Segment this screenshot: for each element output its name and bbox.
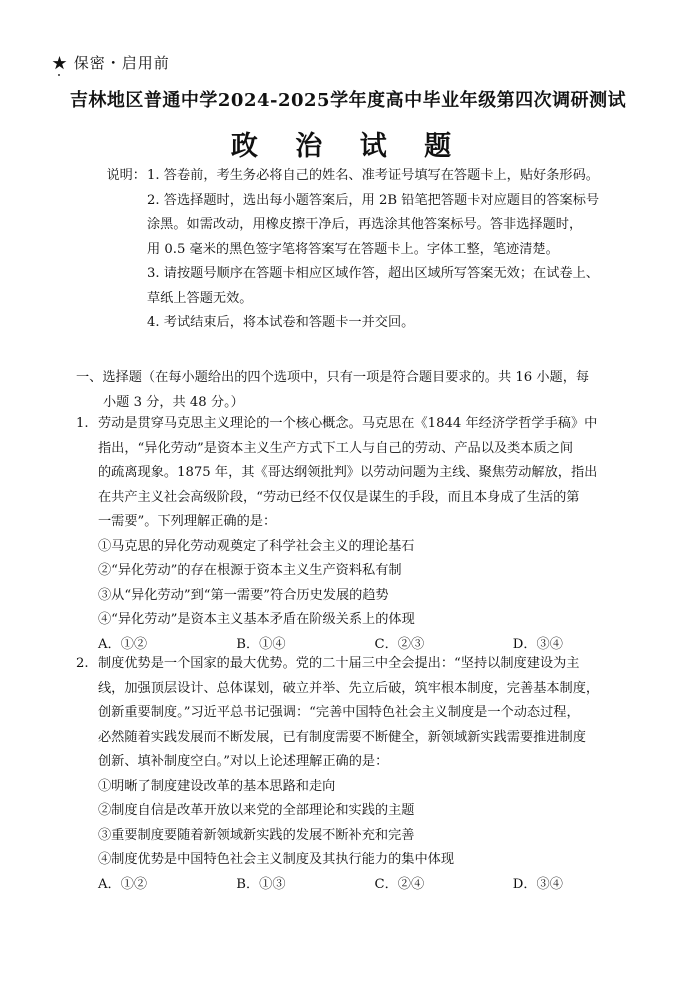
answer-options	[76, 873, 651, 898]
instruction-text: 涂黑。如需改动，用橡皮擦干净后，再选涂其他答案标号。答非选择题时，	[147, 217, 583, 232]
option-d: D．③④	[512, 876, 563, 892]
option-a: A．①②	[98, 876, 148, 892]
instructions	[100, 164, 640, 336]
instruction-text: 考试结束后，将本试卷和答题卡一并交回。	[163, 315, 415, 330]
statement: ①马克思的异化劳动观奠定了科学社会主义的理论基石	[98, 538, 415, 554]
instruction-number: 4.	[147, 315, 160, 330]
statement: ④“异化劳动”是资本主义基本矛盾在阶级关系上的体现	[98, 612, 415, 627]
stray-dot	[58, 74, 60, 76]
stem-line: 制度优势是一个国家的最大优势。党的二十届三中全会提出：“坚持以制度建设为主	[98, 656, 580, 671]
subject-title: 政 治 试 题	[230, 131, 466, 162]
statement: ①明晰了制度建设改革的基本思路和走向	[98, 778, 336, 794]
instruction-text: 用 0.5 毫米的黑色签字笔将答案写在答题卡上。字体工整，笔迹清楚。	[147, 241, 559, 257]
instruction-text: 答卷前，考生务必将自己的姓名、准考证号填写在答题卡上，贴好条形码。	[163, 168, 599, 183]
instruction-item	[100, 311, 640, 336]
stem-line: 指出，“异化劳动”是资本主义生产方式下工人与自己的劳动、产品以及类本质之间	[98, 440, 574, 456]
section-heading	[76, 366, 651, 415]
statement: ②“异化劳动”的存在根源于资本主义生产资料私有制	[98, 563, 402, 578]
stem-line: 一需要”。下列理解正确的是：	[98, 514, 277, 529]
instruction-item	[100, 262, 640, 287]
section-heading-line: 一、选择题（在每小题给出的四个选项中，只有一项是符合题目要求的。共 16 小题，每	[76, 370, 590, 385]
instruction-text: 答选择题时，选出每小题答案后，用 2B 铅笔把答题卡对应题目的答案标号	[163, 192, 600, 208]
stem-line: 创新重要制度。”习近平总书记强调：“完善中国特色社会主义制度是一个动态过程，	[98, 705, 580, 720]
stem-line: 线，加强顶层设计、总体谋划，破立并举、先立后破，筑牢根本制度，完善基本制度，	[98, 680, 600, 696]
question-2	[76, 652, 651, 897]
question-1	[76, 412, 651, 657]
confidential-label: ★ 保密・启用前	[52, 54, 170, 72]
statement: ④制度优势是中国特色社会主义制度及其执行能力的集中体现	[98, 852, 455, 867]
question-number: 2.	[76, 656, 89, 671]
question-number: 1.	[76, 416, 89, 431]
question-stem	[98, 412, 651, 535]
statement: ③从“异化劳动”到“第一需要”符合历史发展的趋势	[98, 587, 389, 603]
instruction-item	[100, 164, 640, 189]
statement: ③重要制度要随着新领域新实践的发展不断补充和完善	[98, 827, 415, 843]
instruction-item	[100, 189, 640, 214]
stem-line: 创新、填补制度空白。”对以上论述理解正确的是：	[98, 754, 389, 769]
instructions-lead: 说明：	[106, 168, 146, 183]
instruction-text: 请按题号顺序在答题卡相应区域作答，超出区域所写答案无效；在试卷上、	[163, 266, 599, 281]
instruction-number: 2.	[147, 192, 160, 208]
stem-line: 必然随着实践发展而不断发展，已有制度需要不断健全，新领域新实践需要推进制度	[98, 729, 586, 745]
option-a: A．①②	[98, 636, 148, 652]
exam-name: 吉林地区普通中学2024-2025学年度高中毕业年级第四次调研测试	[69, 90, 627, 111]
instruction-number: 3.	[147, 266, 160, 281]
stem-line: 劳动是贯穿马克思主义理论的一个核心概念。马克思在《1844 年经济学哲学手稿》中	[98, 416, 598, 431]
section-heading-line: 小题 3 分，共 48 分。）	[103, 394, 244, 410]
instruction-number: 1.	[147, 168, 160, 183]
stem-line: 的疏离现象。1875 年，其《哥达纲领批判》以劳动问题为主线、聚焦劳动解放，指出	[98, 465, 598, 480]
option-c: C．②④	[374, 876, 425, 892]
option-b: B．①③	[236, 876, 286, 892]
stem-line: 在共产主义社会高级阶段，“劳动已经不仅仅是谋生的手段，而且本身成了生活的第	[98, 489, 580, 505]
statement: ②制度自信是改革开放以来党的全部理论和实践的主题	[98, 803, 415, 818]
option-b: B．①④	[236, 636, 286, 652]
option-d: D．③④	[512, 636, 563, 652]
option-c: C．②③	[374, 636, 425, 652]
question-stem	[98, 652, 651, 775]
instruction-text: 草纸上答题无效。	[147, 290, 253, 306]
